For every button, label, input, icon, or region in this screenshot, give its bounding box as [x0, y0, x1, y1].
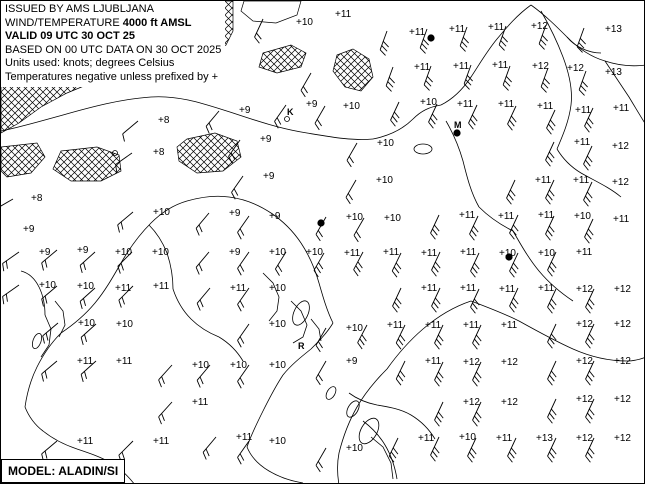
wind-barb — [546, 361, 562, 385]
temperature-label: +10 — [420, 97, 437, 108]
temperature-label: +11 — [418, 433, 435, 444]
temperature-label: +11 — [498, 99, 515, 110]
small-islands — [31, 35, 516, 447]
wind-barb — [39, 361, 62, 381]
temperature-label: +10 — [384, 213, 401, 224]
wind-barb — [236, 441, 255, 464]
wind-barb — [389, 102, 405, 126]
temperature-label: +9 — [229, 208, 241, 219]
temperature-label: +11 — [492, 60, 509, 71]
temperature-label: +10 — [39, 280, 56, 291]
temperature-label: +10 — [269, 247, 286, 258]
wind-barb — [194, 213, 214, 236]
temperature-label: +12 — [463, 397, 480, 408]
temperature-label: +11 — [230, 283, 247, 294]
temperature-label: +13 — [605, 67, 622, 78]
temperature-label: +9 — [260, 134, 272, 145]
temperature-label: +10 — [192, 360, 209, 371]
temperature-label: +12 — [612, 177, 629, 188]
wind-barb — [230, 176, 249, 199]
temperature-label: +10 — [346, 212, 363, 223]
temperature-label: +11 — [115, 283, 132, 294]
wind-barb — [156, 402, 177, 424]
temperature-label: +11 — [499, 284, 516, 295]
temperature-label: +11 — [421, 283, 438, 294]
temperature-label: +9 — [306, 99, 318, 110]
temperature-label: +10 — [269, 360, 286, 371]
temperature-label: +10 — [77, 281, 94, 292]
temperature-label: +11 — [409, 27, 426, 38]
header-issued-by: ISSUED BY AMS LJUBLJANA — [5, 3, 154, 15]
temperature-label: +10 — [152, 247, 169, 258]
model-label: MODEL: ALADIN/SI — [8, 464, 119, 478]
wind-barb — [314, 361, 332, 385]
temperature-label: +10 — [78, 318, 95, 329]
temperature-label: +12 — [576, 319, 593, 330]
temperature-label: +11 — [496, 433, 513, 444]
wind-barb — [314, 448, 332, 472]
wind-barb — [201, 437, 221, 460]
temperature-label: +11 — [498, 211, 515, 222]
header-temp-note: Temperatures negative unless prefixed by + — [5, 70, 219, 83]
temperature-label: +9 — [229, 247, 241, 258]
temperature-label: +11 — [383, 247, 400, 258]
temperature-label: +11 — [236, 432, 253, 443]
wind-barb — [115, 212, 138, 232]
wind-barb — [1, 285, 23, 304]
wind-barb — [195, 288, 215, 311]
temperature-label: +10 — [377, 138, 394, 149]
wind-barb — [204, 111, 224, 134]
temperature-label: +11 — [449, 24, 466, 35]
temperature-label: +11 — [537, 101, 554, 112]
temperature-label: +10 — [269, 436, 286, 447]
temperature-label: +11 — [77, 356, 94, 367]
wind-barb — [314, 328, 332, 352]
temperature-label: +11 — [575, 105, 592, 116]
temperature-label: +11 — [613, 214, 630, 225]
temperature-label: +10 — [230, 360, 247, 371]
wind-barb — [546, 324, 562, 348]
temperature-label: +9 — [263, 171, 275, 182]
temperature-label: +13 — [605, 24, 622, 35]
temperature-label: +11 — [574, 137, 591, 148]
wind-barb — [385, 67, 400, 91]
temperature-label: +11 — [488, 22, 505, 33]
wind-barb — [236, 216, 255, 239]
temperature-label: +10 — [306, 247, 323, 258]
wind-barb — [253, 19, 269, 43]
wind-barb — [395, 361, 412, 385]
wind-barb — [379, 31, 394, 55]
temperature-label: +12 — [576, 394, 593, 405]
wind-barb — [299, 73, 317, 97]
city-marker-label: R — [298, 341, 305, 351]
temperature-label: +11 — [192, 397, 209, 408]
temperature-label: +10 — [346, 443, 363, 454]
temperature-label: +11 — [425, 320, 442, 331]
wind-barb — [505, 180, 521, 204]
temperature-label: +12 — [614, 284, 631, 295]
header-parameter-prefix: WIND/TEMPERATURE — [5, 16, 123, 29]
temperature-label: +9 — [39, 247, 51, 258]
temperature-label: +10 — [574, 211, 591, 222]
wind-barb — [391, 288, 407, 312]
header-based-on: BASED ON 00 UTC DATA ON 30 OCT 2025 — [5, 43, 222, 56]
temperature-label: +12 — [576, 433, 593, 444]
temperature-label: +10 — [538, 248, 555, 259]
temperature-label: +8 — [153, 147, 165, 158]
wind-barb — [236, 324, 255, 347]
temperature-label: +11 — [538, 210, 555, 221]
wind-barb — [194, 252, 214, 275]
city-marker-label: M — [454, 120, 462, 130]
temperature-label: +11 — [501, 320, 518, 331]
temperature-label: +13 — [536, 433, 553, 444]
temperature-label: +10 — [459, 432, 476, 443]
temperature-label: +12 — [531, 21, 548, 32]
temperature-label: +11 — [453, 61, 470, 72]
temperature-label: +12 — [576, 284, 593, 295]
temperature-label: +11 — [335, 9, 352, 20]
temperature-label: +10 — [115, 247, 132, 258]
temperature-label: +11 — [153, 436, 170, 447]
header-valid-time: VALID 09 UTC 30 OCT 25 — [5, 30, 135, 42]
wind-barb — [388, 438, 405, 462]
temperature-label: +9 — [23, 224, 35, 235]
temperature-label: +12 — [576, 356, 593, 367]
temperature-label: +11 — [77, 436, 94, 447]
header-units: Units used: knots; degrees Celsius — [5, 57, 175, 69]
header-parameter-level: 4000 ft AMSL — [122, 16, 192, 29]
temperature-label: +10 — [269, 283, 286, 294]
temperature-label: +10 — [269, 319, 286, 330]
temperature-label: +11 — [576, 247, 593, 258]
temperature-label: +11 — [460, 247, 477, 258]
temperature-label: +11 — [613, 103, 630, 114]
header-parameter — [5, 17, 221, 31]
wind-barb — [583, 219, 599, 243]
temperature-label: +11 — [344, 248, 361, 259]
temperature-label: +11 — [457, 99, 474, 110]
temperature-label: +12 — [501, 397, 518, 408]
temperature-label: +12 — [614, 356, 631, 367]
temperature-label: +12 — [614, 433, 631, 444]
temperature-label: +10 — [499, 248, 516, 259]
temperature-label: +11 — [535, 175, 552, 186]
wind-barb — [1, 252, 23, 271]
wind-barb — [544, 142, 560, 166]
temperature-label: +12 — [614, 394, 631, 405]
temperature-label: +11 — [153, 281, 170, 292]
temperature-label: +11 — [460, 283, 477, 294]
temperature-label: +11 — [573, 175, 590, 186]
wind-barb — [40, 323, 63, 343]
temperature-label: +10 — [296, 17, 313, 28]
temperature-label: +8 — [158, 115, 170, 126]
temperature-label: +9 — [239, 105, 251, 116]
wind-barb — [546, 399, 562, 423]
temperature-label: +10 — [346, 323, 363, 334]
wind-barb — [345, 143, 363, 167]
temperature-label: +12 — [614, 319, 631, 330]
temperature-label: +12 — [567, 63, 584, 74]
wind-barb — [433, 402, 449, 426]
wind-barb — [156, 365, 177, 387]
temperature-label: +10 — [376, 175, 393, 186]
temperature-label: +12 — [532, 61, 549, 72]
wind-barb — [1, 199, 17, 217]
wind-barb — [344, 180, 362, 204]
temperature-label: +11 — [463, 320, 480, 331]
wind-barb — [120, 121, 143, 141]
wind-barb — [429, 215, 445, 239]
model-badge — [1, 459, 125, 483]
temperature-label: +11 — [387, 320, 404, 331]
city-marker-label: K — [287, 107, 294, 117]
temperature-label: +9 — [269, 211, 281, 222]
temperature-label: +12 — [501, 357, 518, 368]
temperature-label: +11 — [414, 62, 431, 73]
chart-header — [1, 1, 225, 87]
temperature-label: +10 — [343, 101, 360, 112]
adriatic-coast-and-islands — [21, 196, 333, 484]
temperature-label: +8 — [31, 193, 43, 204]
temperature-label: +12 — [612, 141, 629, 152]
temperature-label: +10 — [116, 319, 133, 330]
temperature-label: +10 — [153, 207, 170, 218]
temperature-label: +11 — [538, 283, 555, 294]
wind-barb — [582, 146, 598, 170]
wind-barb — [578, 71, 593, 95]
wind-barb — [545, 110, 561, 134]
temperature-label: +11 — [116, 356, 133, 367]
temperature-label: +9 — [346, 356, 358, 367]
temperature-label: +11 — [459, 210, 476, 221]
temperature-label: +11 — [421, 248, 438, 259]
temperature-label: +9 — [77, 245, 89, 256]
temperature-label: +12 — [463, 357, 480, 368]
temperature-label: +11 — [425, 356, 442, 367]
